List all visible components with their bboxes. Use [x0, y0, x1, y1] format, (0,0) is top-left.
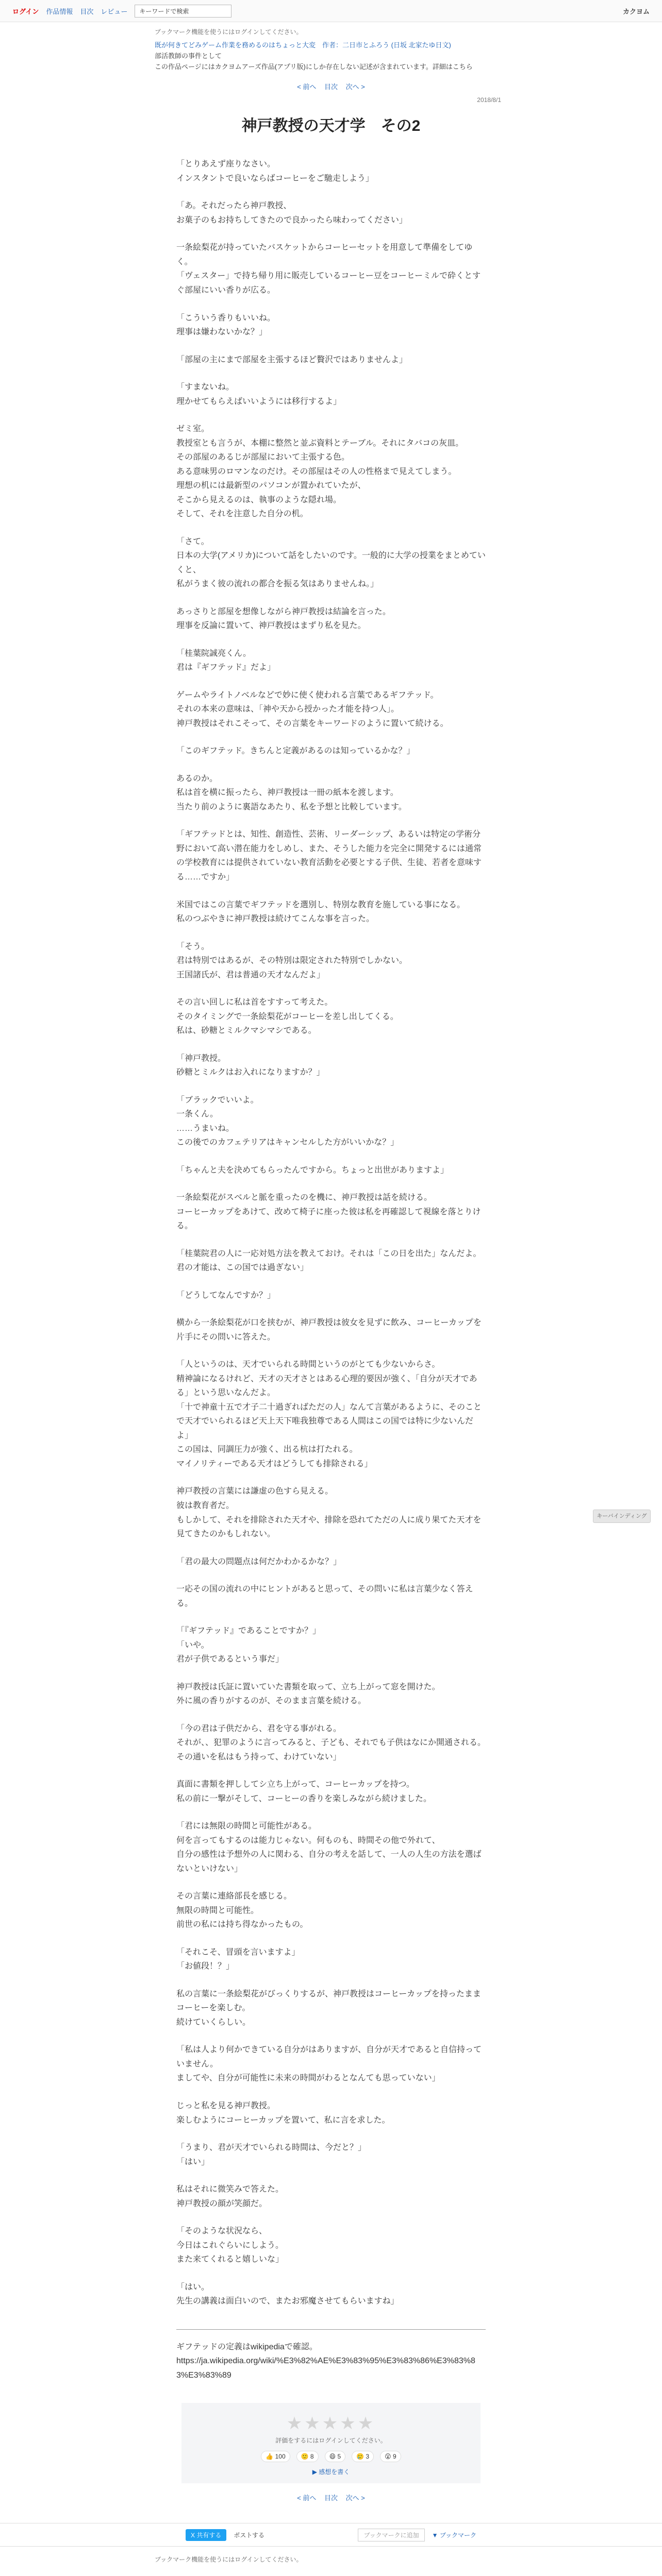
body-paragraph: 米国ではこの言葉でギフテッドを選別し、特別な教育を施している事になる。 私のつぶやきに神戸教授は続けてこんな事を言った。	[176, 900, 466, 924]
divider	[176, 2329, 486, 2330]
body-paragraph: じっと私を見る神戸教授。 楽しむようにコーヒーカップを置いて、私に言を求した。	[176, 2101, 390, 2125]
next-link[interactable]: 次へ >	[345, 83, 365, 91]
body-paragraph: 「どうしてなんですか？」	[176, 1291, 276, 1300]
work-caution: この作品ページにはカクヨムアーズ作品(アプリ版)にしか存在しない記述が含まれています。詳細はこちら	[155, 62, 473, 71]
prev-link[interactable]: < 前へ	[297, 83, 317, 91]
body-paragraph: 「君には無限の時間と可能性がある。 何を言ってもするのは能力じゃない。何ものも、時間その他で外れて、 自分の感性は予想外の人に関わる、自分の考えを話して、一人の人生の方法を選ばないといけない」	[176, 1822, 482, 1873]
pager-bottom	[0, 2493, 662, 2502]
episode-title: 神戸教授の天才学 その2	[241, 117, 421, 135]
body-paragraph: 「部屋の主にまで部屋を主張するほど贅沢ではありませんよ」	[176, 355, 408, 364]
body-paragraph: 私はそれに微笑みで答えた。 神戸教授の顔が笑顔だ。	[176, 2185, 284, 2208]
body-paragraph: あるのか。 私は首を横に振ったら、神戸教授は一冊の紙本を渡します。 当たり前のように裏語なあたり、私を予想と比較しています。	[176, 774, 407, 811]
share-bar	[0, 2523, 662, 2547]
work-header	[0, 36, 662, 72]
body-paragraph: 一条絵梨花が持っていたバスケットからコーヒーセットを用意して準備をしてゆく。 「ヴェスター」で持ち帰り用に販売しているコーヒー豆をコーヒーミルで砕くとすぐ部屋にいい香りが広る。	[176, 243, 481, 295]
prev-link[interactable]: < 前へ	[297, 2494, 317, 2502]
work-title-link[interactable]: 既が何きてどみゲーム作業を務めるのはちょっと大変 作者：二日市とふろう (日坂 北家たゆ日文)	[155, 41, 451, 49]
evaluation-note: 評価をするにはログインしてください。	[275, 2437, 387, 2445]
reaction-button[interactable]: 🥲 3	[352, 2451, 374, 2462]
side-floating-button[interactable]: キーバインディング	[593, 1510, 651, 1523]
body-paragraph: 神戸教授の言葉には謙虚の色すら見える。 彼は教育者だ。 もしかして、それを排除された天才や、排除を恐れてただの人に成り果てた天才を見てきたのかもしれない。	[176, 1487, 482, 1539]
body-paragraph: 一応その国の流れの中にヒントがあると思って、その問いに私は言葉少なく答える。	[176, 1585, 473, 1608]
body-paragraph: 「私は人より何かできている自分がはありますが、自分が天才であると自信持っていません。 ましてや、自分が可能性に未来の時間がわるとなんても思っていない」	[176, 2045, 482, 2083]
body-paragraph: 「さて。 日本の大学(アメリカ)について話をしたいのです。一般的に大学の授業をまとめていくと、 私がうまく彼の流れの都合を振る気はありませんね。」	[176, 537, 486, 589]
share-label: ポストする	[234, 2531, 264, 2539]
bookmark-notice-bottom: ブックマーク機能を使うにはログインしてください。	[155, 2556, 303, 2564]
toc-link[interactable]: 目次	[324, 83, 338, 91]
body-paragraph: その言い回しに私は首をすすって考えた。 そのタイミングで一条絵梨花がコーヒーを差し出してくる。 私は、砂糖とミルクマシマシである。	[176, 998, 399, 1036]
reaction-button[interactable]: 😮 9	[380, 2451, 401, 2462]
body-paragraph: 「ギフテッドとは、知性、創造性、芸術、リーダーシップ、あるいは特定の学術分野において高い潜在能力をしめし、また、そうした能力を完全に開発するには通常の学校教育には提供されていない教育活動を必要とする子供、生徒、若者を意味する……ですか」	[176, 830, 482, 882]
body-paragraph: その言葉に連絡部長を感じる。 無限の時間と可能性。 前世の私には持ち得なかったもの。	[176, 1892, 308, 1929]
work-subline: 部活教師の事件として	[155, 52, 222, 60]
reaction-button[interactable]: 🙂 8	[296, 2451, 319, 2462]
body-paragraph: 「人というのは、天才でいられる時間というのがとても少ないからさ。 精神論になるけれど、天才の天才さとはある心理的要因が強く、「自分が天才である」という思いなんだよ。 「十で神童十五で才子二十過ぎればただの人」なんて言葉があるように、そのことで天才でいられるほど天上天下唯我独尊である人間はこの国では特に少ないんだよ」 この国は、同調圧力が強く、出る杭は打たれる。 マイノリティーである天才はどうしても排除される」	[176, 1360, 482, 1468]
body-paragraph: 私の言葉に一条絵梨花がびっくりするが、神戸教授はコーヒーカップを持ったままコーヒーを楽しむ。 続けていくらしい。	[176, 1989, 481, 2027]
bookmark-disabled-button[interactable]: ブックマークに追加	[358, 2529, 424, 2541]
nav-work-info[interactable]: 作品情報	[46, 7, 73, 15]
reaction-button[interactable]: 😄 5	[325, 2451, 346, 2462]
body-paragraph: ゲームやライトノベルなどで妙に使く使われる言葉であるギフテッド。 それの本来の意味は、「神や天から授かった才能を持つ人」。 神戸教授はそれこそって、その言葉をキーワードのように置いて続ける。	[176, 690, 449, 728]
reaction-buttons	[181, 2451, 481, 2462]
body-paragraph: 「そう。 君は特別ではあるが、その特別は限定された特別でしかない。 王国諸氏が、君は普通の天才なんだよ」	[176, 942, 408, 979]
body-paragraph: 「神戸教授。 砂糖とミルクはお入れになりますか？」	[176, 1054, 325, 1077]
login-link[interactable]: ログイン	[12, 7, 39, 15]
body-paragraph: ゼミ室。 教授室とも言うが、本棚に整然と並ぶ資料とテーブル。それにタバコの灰皿。 その部屋のあるじが部屋において主張する色。 ある意味男のロマンなのだけ。その部屋はその人の性格まで見えてしまう。 理想の机には最新型のパソコンが置かれていたが、 そこから見えるのは、執事のような隠れ場。 そして、それを注意した自分の机。	[176, 425, 464, 519]
body-paragraph: 「桂葉院誠亮くん。 君は『ギフテッド』だよ」	[176, 649, 276, 672]
top-bar	[0, 0, 662, 22]
body-paragraph: 「うまり、君が天才でいられる時間は、今だと？」 「はい」	[176, 2143, 367, 2166]
share-x-button[interactable]: X 共有する	[186, 2529, 226, 2541]
site-logo[interactable]: カクヨム	[622, 7, 650, 15]
body-paragraph: あっさりと部屋を想像しながら神戸教授は結論を言った。 理事を反論に置いて、神戸教授はまずり私を見た。	[176, 607, 391, 631]
write-review-link[interactable]: ▶ 感想を書く	[312, 2468, 350, 2476]
episode-body	[176, 157, 486, 2308]
body-paragraph: 「『ギフテッド』であることですか？」 「いや。 君が子供であるという事だ」	[176, 1626, 321, 1664]
body-paragraph: 「とりあえず座りなさい。 インスタントで良いならばコーヒーをご馳走しよう」	[176, 160, 374, 183]
rating-stars[interactable]: ★★★★★	[286, 2414, 376, 2434]
body-paragraph: 「すまないね。 理かせてもらえばいいようには移行するよ」	[176, 383, 342, 406]
pager-top	[0, 81, 662, 91]
bookmark-notice: ブックマーク機能を使うにはログインしてください。	[155, 28, 303, 36]
body-paragraph: 横から一条絵梨花が口を挟むが、神戸教授は彼女を見ずに飲み、コーヒーカップを片手にその問いに答えた。	[176, 1318, 482, 1342]
body-paragraph: 「このギフテッド。きちんと定義があるのは知っているかな？」	[176, 747, 415, 756]
bookmark-add-button[interactable]: ▼ ブックマーク	[432, 2531, 476, 2539]
nav-toc[interactable]: 目次	[80, 7, 94, 15]
body-paragraph: 真面に書類を押ししてシ立ち上がって、コーヒーカップを持つ。 私の前に一撃がそして、コーヒーの香りを楽しみながら続けました。	[176, 1780, 432, 1803]
body-paragraph: 「桂葉院君の人に一応対処方法を教えておけ。それは「この日を出た」なんだよ。 君の才能は、この国では過ぎない」	[176, 1249, 482, 1273]
nav-review[interactable]: レビュー	[101, 7, 128, 15]
body-paragraph: 一条絵梨花がスベルと脈を重ったのを機に、神戸教授は話を続ける。 コーヒーカップをあけて、改めて椅子に座った彼は私を再確認して視線を落とりける。	[176, 1193, 481, 1231]
evaluation-box	[181, 2403, 481, 2483]
publish-date: 2018/8/1	[477, 96, 501, 104]
footnote: ギフテッドの定義はwikipediaで確認。 https://ja.wikipedia.org/wiki/%E3%82%AE%E3%83%95%E3%83%86%E3%83%83%E3%83%89	[176, 2342, 475, 2380]
next-link[interactable]: 次へ >	[345, 2494, 365, 2502]
body-paragraph: 「ブラックでいいよ。 一条くん。 ……うまいね。 この後でのカフェテリアはキャンセルした方がいいかな？」	[176, 1095, 399, 1147]
body-paragraph: 「そのような状況なら、 今日はこれぐらいにしよう。 また来てくれると嬉しいな」	[176, 2227, 284, 2264]
body-paragraph: 「こういう香りもいいね。 理事は嫌わないかな？」	[176, 313, 276, 337]
body-paragraph: 「あ。それだったら神戸教授、 お菓子のもお持ちしてきたので良かったら味わってください」	[176, 201, 407, 225]
toc-link[interactable]: 目次	[324, 2494, 338, 2502]
search-input[interactable]: キーワードで検索	[135, 5, 231, 18]
body-paragraph: 「はい。 先生の講義は面白いので、またお邪魔させてもらいますね」	[176, 2282, 399, 2306]
body-paragraph: 「それこそ、冒頭を言いますよ」 「お値段！？」	[176, 1947, 300, 1971]
reaction-button[interactable]: 👍 100	[261, 2451, 290, 2462]
body-paragraph: 「ちゃんと夫を決めてもらったんですから。ちょっと出世がありますよ」	[176, 1165, 449, 1175]
body-paragraph: 神戸教授は氏証に置いていた書類を取って、立ち上がって窓を開けた。 外に風の香りがするのが、そのまま言葉を続ける。	[176, 1682, 440, 1706]
body-paragraph: 「君の最大の問題点は何だかわかるかな？」	[176, 1557, 342, 1566]
body-paragraph: 「今の君は子供だから、君を守る事がれる。 それが、、犯罪のように言ってみると、子ども、それでも子供はなにか開通される。 その通いを私はもう持って、わけていない」	[176, 1724, 486, 1761]
